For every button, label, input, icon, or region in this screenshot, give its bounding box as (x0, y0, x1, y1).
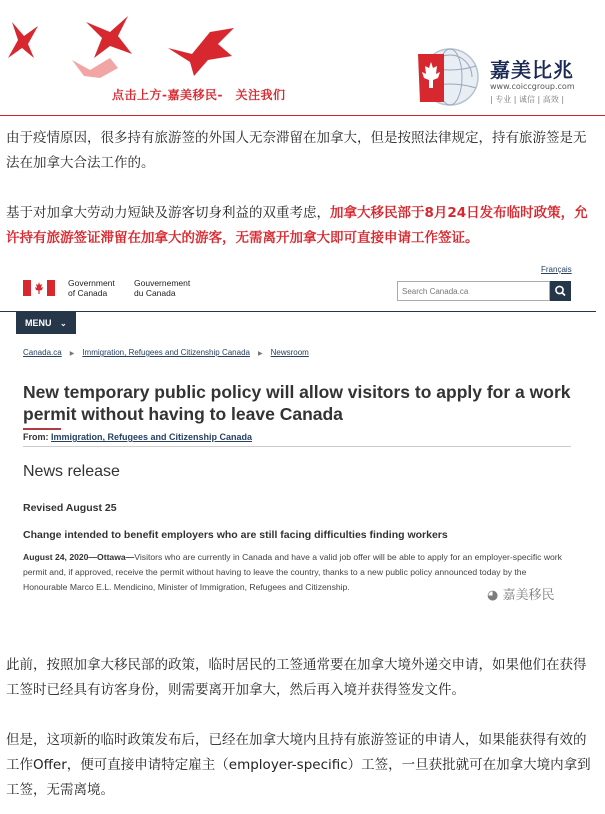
watermark-text: 嘉美移民 (502, 588, 555, 603)
menu-bar-line (0, 311, 596, 312)
logo-url: www.coiccgroup.com (490, 82, 575, 91)
gov-en-line-1: Government (68, 278, 115, 288)
follow-us-caption: 点击上方-嘉美移民- 关注我们 (112, 88, 286, 102)
logo-slogan: | 专业 | 诚信 | 高效 | (490, 95, 565, 104)
title-underline (23, 428, 61, 430)
header-banner (0, 0, 605, 112)
language-toggle-link[interactable]: Français (541, 265, 572, 274)
canada-news-screenshot (0, 262, 605, 634)
from-label: From: (23, 432, 49, 442)
intro-paragraph-2-highlight: 加拿大移民部于8月24日发布临时政策，允许持有旅游签证滞留在加拿大的游客，无需离开加拿大即可直接申请工作签证。 (6, 205, 588, 246)
gov-en-line-2: of Canada (68, 288, 108, 298)
intro-paragraph-1: 由于疫情原因，很多持有旅游签的外国人无奈滞留在加拿大，但是按照法律规定，持有旅游签是无法在加拿大合法工作的。 (6, 130, 587, 171)
revised-date: Revised August 25 (23, 502, 117, 514)
intro-paragraph-2-plain: 基于对加拿大劳动力短缺及游客切身利益的双重考虑， (6, 205, 330, 221)
search-icon (550, 281, 571, 301)
page-title: New temporary public policy will allow visitors to apply for a work permit without having to leave Canada (23, 382, 571, 424)
release-subheading: Change intended to benefit employers who are still facing difficulties finding workers (23, 529, 448, 541)
canada-flag-icon (23, 280, 55, 296)
breadcrumb-newsroom[interactable]: Newsroom (270, 348, 309, 357)
release-body-text: Visitors who are currently in Canada and have a valid job offer will be able to apply for an employer-specific work permit and, if approved, receive the permit without having to leave the country, thanks to a new public policy announced today by the Honourable Marco E.L. Mendicino, Minister of Immigration, Refugees and Citizenship. (23, 552, 562, 592)
gov-fr-line-1: Gouvernement (134, 278, 191, 288)
outro-paragraph-2: 但是，这项新的临时政策发布后，已经在加拿大境内且持有旅游签证的申请人，如果能获得有效的工作Offer，便可直接申请特定雇主（employer-specific）工签，一旦获批就可在加拿大境内拿到工签，无需离境。 (6, 732, 591, 798)
outro-paragraph-1: 此前，按照加拿大移民部的政策，临时居民的工签通常要在加拿大境外递交申请，如果他们在获得工签时已经具有访客身份，则需要离开加拿大，然后再入境并获得签发文件。 (6, 657, 587, 698)
news-release-heading: News release (23, 463, 120, 480)
search-input[interactable]: Search Canada.ca (397, 281, 550, 301)
menu-button[interactable] (16, 312, 76, 334)
red-dove-icon (4, 18, 44, 60)
pink-dove-icon (70, 56, 120, 80)
intro-paragraph-2 (6, 201, 598, 251)
menu-label: MENU (25, 318, 52, 328)
gov-fr-line-2: du Canada (134, 288, 176, 298)
breadcrumb (23, 348, 309, 357)
globe-maple-leaf-icon (414, 46, 484, 108)
government-of-canada-label (68, 278, 115, 298)
from-line (23, 432, 252, 442)
breadcrumb-ircc[interactable]: Immigration, Refugees and Citizenship Canada (82, 348, 250, 357)
search-button[interactable] (550, 281, 571, 301)
divider (23, 446, 571, 447)
chevron-down-icon: ⌄ (60, 319, 67, 328)
logo-name: 嘉美比兆 (490, 58, 574, 82)
company-logo (414, 46, 600, 108)
red-dove-icon (84, 14, 136, 60)
banner-divider (0, 115, 605, 116)
gouvernement-du-canada-label (134, 278, 190, 298)
wechat-watermark (487, 584, 555, 603)
red-dove-icon (166, 26, 238, 78)
wechat-icon: ◕ (487, 588, 499, 603)
chevron-right-icon: ▶ (257, 351, 263, 357)
dateline: August 24, 2020—Ottawa— (23, 552, 135, 562)
chevron-right-icon: ▶ (69, 351, 75, 357)
from-org-link[interactable]: Immigration, Refugees and Citizenship Canada (51, 432, 253, 442)
breadcrumb-canada-ca[interactable]: Canada.ca (23, 348, 62, 357)
